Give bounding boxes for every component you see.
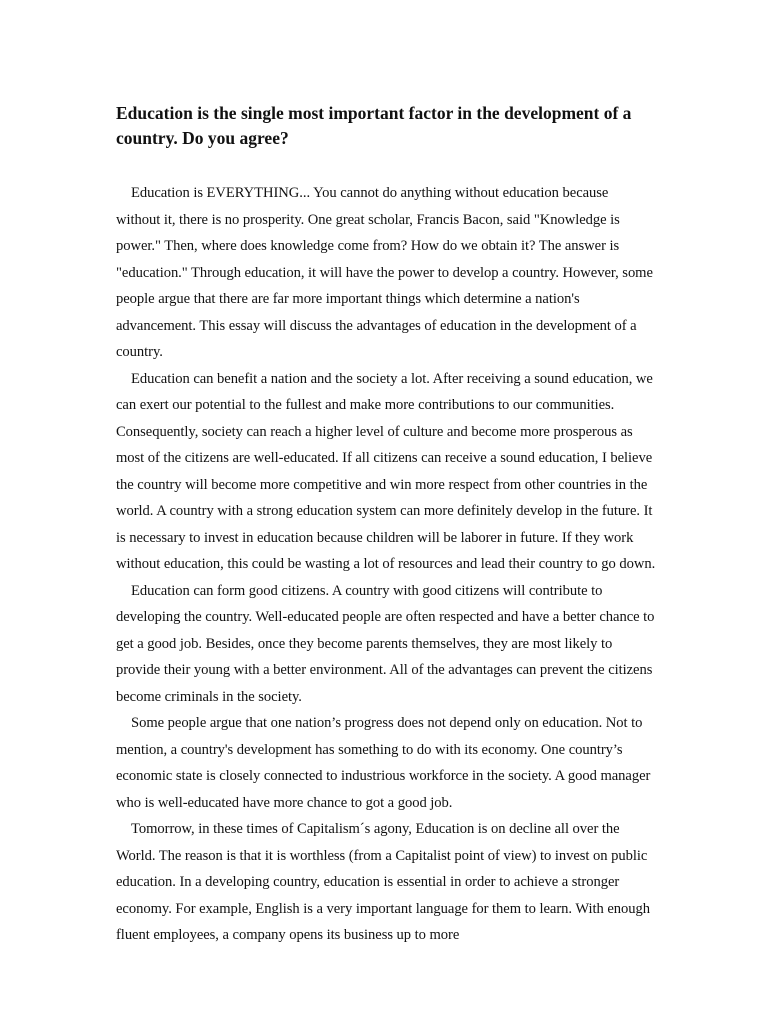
paragraph-benefits: Education can benefit a nation and the society a lot. After receiving a sound education, we can exert our potential to the fullest and make more contributions to our communities. Consequently, society can reach a higher level of culture and become more prosperous as most of the citizens are well-educated. If all citizens can receive a sound education, I believe the country will become more competitive and win more respect from other countries in the world. A country with a strong education system can more definitely develop in the future. It is necessary to invest in education because children will be laborer in future. If they work without education, this could be wasting a lot of resources and lead their country to go down. — [116, 370, 656, 572]
paragraph-counterargument: Some people argue that one nation’s progress does not depend only on education. Not to mention, a country's development has something to do with its economy. One country’s economic state is closely connected to industrious workforce in the society. A good manager who is well-educated have more chance to got a good job. — [116, 715, 651, 811]
essay-title: Education is the single most important factor in the development of a country. Do you agree? — [116, 103, 632, 148]
paragraph-capitalism: Tomorrow, in these times of Capitalism´s agony, Education is on decline all over the World. The reason is that it is worthless (from a Capitalist point of view) to invest on public education. In a developing country, education is essential in order to achieve a stronger economy. For example, English is a very important language for them to learn. With enough fluent employees, a company opens its business up to more — [116, 821, 650, 943]
paragraph-good-citizens: Education can form good citizens. A country with good citizens will contribute to developing the country. Well-educated people are often respected and have a better chance to get a good job. Besides, once they become parents themselves, they are most likely to provide their young with a better environment. All of the advantages can prevent the citizens become criminals in the society. — [116, 582, 655, 705]
document-page — [116, 101, 656, 949]
paragraph-intro: Education is EVERYTHING... You cannot do anything without education because without it, there is no prosperity. One great scholar, Francis Bacon, said "Knowledge is power." Then, where does knowledge come from? How do we obtain it? The answer is "education." Through education, it will have the power to develop a country. However, some people argue that there are far more important things which determine a nation's advancement. This essay will discuss the advantages of education in the development of a country. — [116, 185, 653, 360]
